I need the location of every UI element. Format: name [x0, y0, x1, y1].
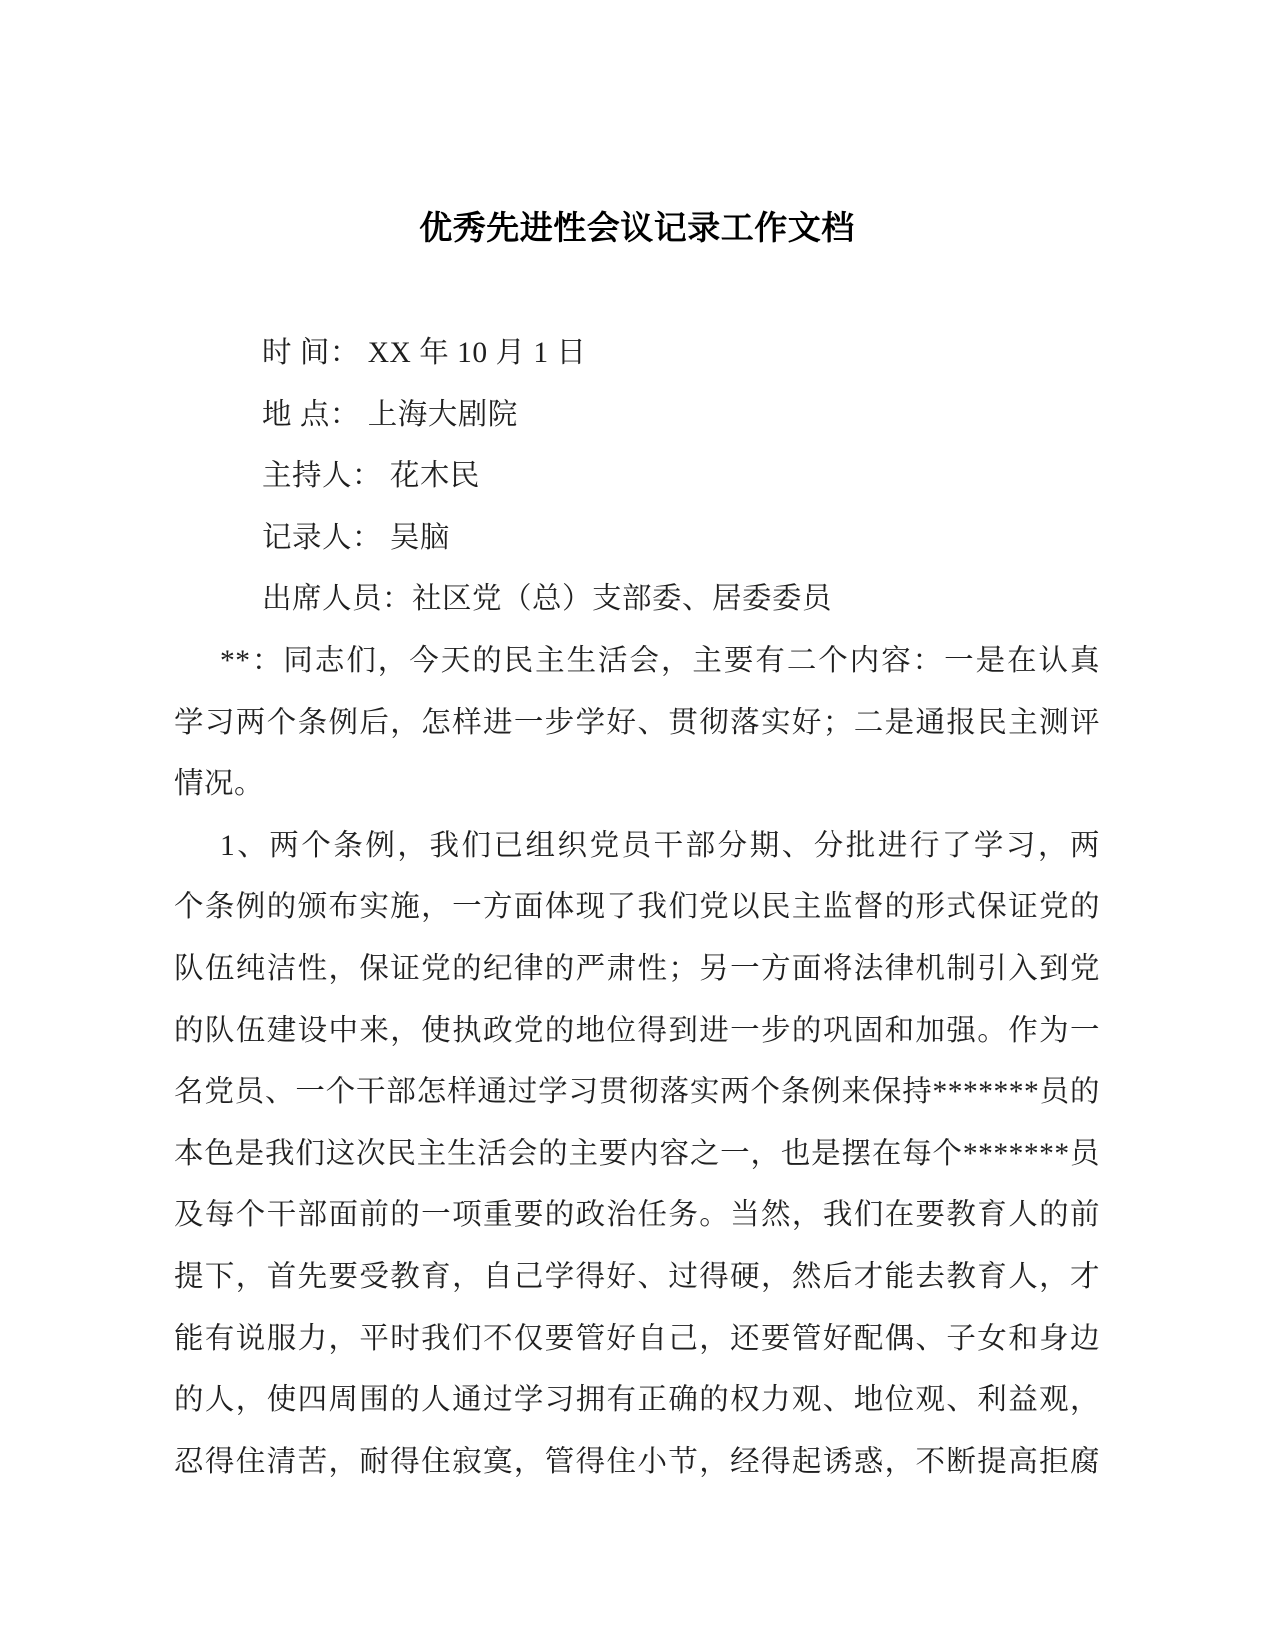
paragraph-line: 1、两个条例，我们已组织党员干部分期、分批进行了学习，两	[220, 829, 1100, 862]
meta-line-place: 地 点： 上海大剧院	[262, 398, 518, 431]
paragraph-line: 队伍纯洁性，保证党的纪律的严肃性；另一方面将法律机制引入到党	[174, 952, 1100, 985]
paragraph-line: 的队伍建设中来，使执政党的地位得到进一步的巩固和加强。作为一	[174, 1014, 1100, 1047]
paragraph-line: 情况。	[174, 768, 265, 801]
paragraph-line: 能有说服力，平时我们不仅要管好自己，还要管好配偶、子女和身边	[174, 1322, 1100, 1355]
meta-line-recorder: 记录人： 吴脑	[262, 521, 450, 554]
document-title: 优秀先进性会议记录工作文档	[419, 209, 855, 246]
paragraph-line: 及每个干部面前的一项重要的政治任务。当然，我们在要教育人的前	[174, 1199, 1100, 1232]
paragraph-line: **：同志们，今天的民主生活会，主要有二个内容：一是在认真	[220, 644, 1100, 677]
meta-line-attendees: 出席人员：社区党（总）支部委、居委委员	[262, 583, 833, 616]
paragraph-line: 的人，使四周围的人通过学习拥有正确的权力观、地位观、利益观，	[174, 1384, 1100, 1417]
paragraph-line: 忍得住清苦，耐得住寂寞，管得住小节，经得起诱惑，不断提高拒腐	[174, 1445, 1100, 1478]
paragraph-line: 学习两个条例后，怎样进一步学好、贯彻落实好；二是通报民主测评	[174, 706, 1100, 739]
paragraph-line: 本色是我们这次民主生活会的主要内容之一，也是摆在每个*******员	[174, 1137, 1100, 1170]
paragraph-line: 提下，首先要受教育，自己学得好、过得硬，然后才能去教育人，才	[174, 1260, 1100, 1293]
paragraph-line: 名党员、一个干部怎样通过学习贯彻落实两个条例来保持*******员的	[174, 1076, 1100, 1109]
meta-line-time: 时 间： XX 年 10 月 1 日	[262, 337, 587, 369]
document-content	[174, 199, 1100, 1493]
paragraph-line: 个条例的颁布实施，一方面体现了我们党以民主监督的形式保证党的	[174, 891, 1100, 924]
meta-line-host: 主持人： 花木民	[262, 460, 480, 493]
